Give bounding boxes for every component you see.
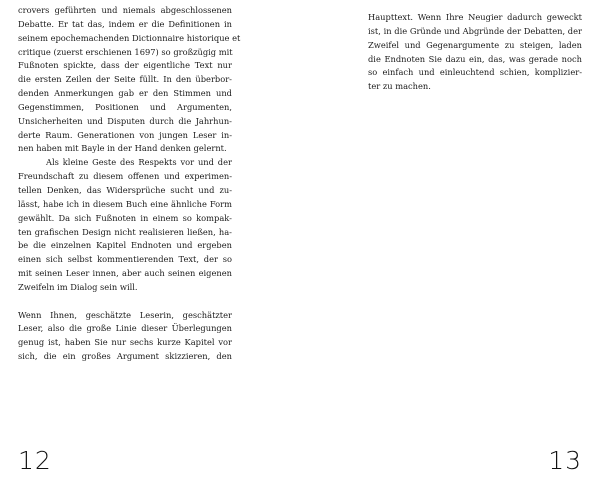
text-line: tellen Denken, das Widersprüche sucht und zu- xyxy=(18,184,232,195)
text-line: ten grafischen Design nicht realisieren ließen, ha- xyxy=(18,226,232,237)
text-line: Zweifeln im Dialog sein will. xyxy=(18,281,138,292)
text-line: Gegenstimmen, Positionen und Argumenten, xyxy=(18,101,232,112)
paragraph-gap xyxy=(18,295,232,309)
right-page xyxy=(300,0,600,487)
text-line: nen haben mit Bayle in der Hand denken gelernt. xyxy=(18,143,227,154)
text-line: be die einzelnen Kapitel Endnoten und ergeben xyxy=(18,240,232,251)
text-line: derte Raum. Generationen von jungen Leser in- xyxy=(18,129,232,140)
text-line: Unsicherheiten und Disputen durch die Jahrhun- xyxy=(18,115,232,126)
page-number: 12 xyxy=(18,446,52,475)
text-line: so einfach und einleuchtend schien, komplizier- xyxy=(368,67,582,78)
text-line: sich, die ein großes Argument skizzieren, den xyxy=(18,351,232,362)
text-line: critique (zuerst erschienen 1697) so großzügig mit xyxy=(18,46,233,57)
text-line: einen sich selbst kommentierenden Text, der so xyxy=(18,254,232,265)
text-line: mit seinen Leser innen, aber auch seinen eigenen xyxy=(18,268,232,279)
page-number: 13 xyxy=(548,446,582,475)
text-line: denden Anmerkungen gab er den Stimmen und xyxy=(18,88,232,99)
text-line: Freundschaft zu diesem offenen und experimen- xyxy=(18,171,232,182)
text-line: Zweifel und Gegenargumente zu steigen, laden xyxy=(368,39,582,50)
text-line: Wenn Ihnen, geschätzte Leserin, geschätzter xyxy=(18,309,232,320)
text-line: die ersten Zeilen der Seite füllt. In den überbor- xyxy=(18,74,232,85)
text-line: lässt, habe ich in diesem Buch eine ähnliche Form xyxy=(18,198,232,209)
text-line: Debatte. Er tat das, indem er die Definitionen in xyxy=(18,18,232,29)
text-line: Als kleine Geste des Respekts vor und der xyxy=(46,157,232,168)
text-line: Fußnoten spickte, dass der eigentliche Text nur xyxy=(18,60,232,71)
text-line: die Endnoten Sie dazu ein, das, was gerade noch xyxy=(368,53,582,64)
right-page-text xyxy=(368,11,582,94)
text-line: seinem epochemachenden Dictionnaire historique et xyxy=(18,32,241,43)
text-line: genug ist, haben Sie nur sechs kurze Kapitel vor xyxy=(18,337,232,348)
text-line: Haupttext. Wenn Ihre Neugier dadurch geweckt xyxy=(368,12,582,22)
text-line: ist, in die Gründe und Abgründe der Debatten, der xyxy=(368,25,582,36)
text-line: gewählt. Da sich Fußnoten in einem so kompak- xyxy=(18,212,232,223)
left-page-text xyxy=(18,4,241,364)
text-line: crovers geführten und niemals abgeschlossenen xyxy=(18,5,232,15)
text-line: Leser, also die große Linie dieser Überlegungen xyxy=(18,323,232,334)
text-line: ter zu machen. xyxy=(368,81,431,92)
